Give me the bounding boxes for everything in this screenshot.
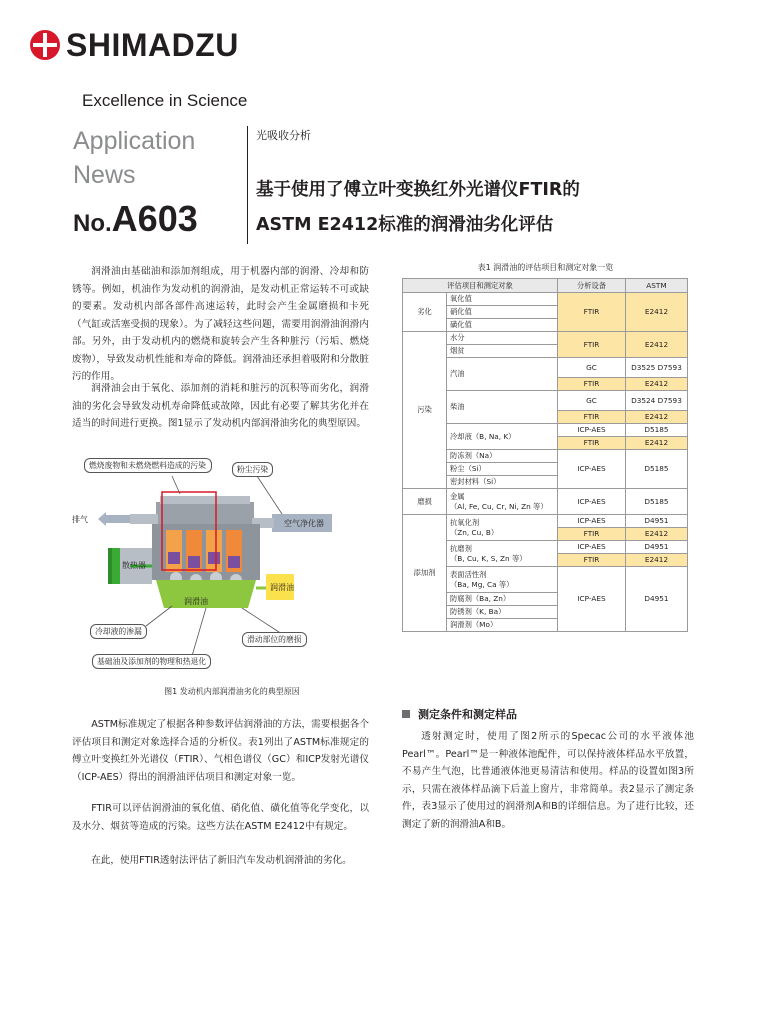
shimadzu-cross-icon [30,30,60,60]
document-number [73,198,198,240]
standard-d4951: D4951 [626,541,688,554]
engine-illustration [72,456,392,681]
item-antiwear [447,541,558,567]
brand-tagline: Excellence in Science [82,91,248,110]
evaluation-items-table [402,278,688,632]
table-row [403,332,688,345]
instrument-icp: ICP-AES [558,489,626,515]
body-paragraph-4: FTIR可以评估润滑油的氧化值、硝化值、磺化值等化学变化，以及水分、烟贫等造成的污染。这些方法在ASTM E2412中有规定。 [72,803,369,832]
title-line-1: 基于使用了傅立叶变换红外光谱仪FTIR的 [256,180,580,200]
standard-d4951: D4951 [626,567,688,632]
item-soot: 烟贫 [447,345,558,358]
category-degradation: 劣化 [403,293,447,332]
instrument-ftir: FTIR [558,293,626,332]
body-paragraph-3: ASTM标准规定了根据各种参数评估润滑油的方法，需要根据各个评估项目和测定对象选择合适的分析仪。表1列出了ASTM标准规定的傅立叶变换红外光谱仪（FTIR）、气相色谱仪（GC）和ICP发射光谱仪（ICP-AES）得出的润滑油评估项目和测定对象一览。 [72,719,369,783]
standard-d5185: D5185 [626,450,688,489]
item-antioxidant [447,515,558,541]
item-lubricant: 润滑剂（Mo） [447,619,558,632]
intro-paragraph-1: 润滑油由基础油和添加剂组成，用于机器内部的润滑、冷却和防锈等。例如，机油作为发动机的润滑油，是发动机正常运转不可或缺的要素。发动机内部各部件高速运转，此时会产生金属磨损和卡死（气缸或活塞受损的现象）。为了减轻这些问题，需要用润滑油润滑内部。另外，由于发动机内的燃烧和旋转会产生各种脏污（污垢、燃烧废物），导致发动机性能和寿命的降低。润滑油还承担着吸附和分散脏污的作用。 [72,266,369,382]
standard-e2412: E2412 [626,528,688,541]
standard-d3524: D3524 D7593 [626,391,688,411]
section-heading-text: 测定条件和测定样品 [418,708,517,721]
document-category: 光吸收分析 [256,129,311,142]
instrument-icp: ICP-AES [558,567,626,632]
item-metals-name: 金属 [450,491,465,501]
header-divider [247,126,248,244]
standard-e2412: E2412 [626,378,688,391]
number-value: A603 [111,198,198,239]
callout-combustion: 燃烧废物和未燃烧燃料造成的污染 [84,458,212,473]
standard-d3525: D3525 D7593 [626,358,688,378]
item-water: 水分 [447,332,558,345]
item-dust: 粉尘（Si） [447,463,558,476]
item-antioxidant-elements: （Zn, Cu, B） [450,527,499,537]
section-heading [402,706,517,722]
header-item: 评估项目和测定对象 [403,279,558,293]
instrument-icp: ICP-AES [558,450,626,489]
series-line-1: Application [73,127,196,155]
instrument-icp: ICP-AES [558,515,626,528]
item-sulfonation: 磺化值 [447,319,558,332]
title-line-2: ASTM E2412标准的润滑油劣化评估 [256,215,554,235]
label-oil-tank: 润滑油 [270,583,294,592]
body-paragraph-5: 在此，使用FTIR透射法评估了新旧汽车发动机润滑油的劣化。 [91,855,352,866]
category-contamination: 污染 [403,332,447,489]
item-surfactant-name: 表面活性剂 [450,569,487,579]
number-prefix: No. [73,210,112,237]
instrument-ftir: FTIR [558,332,626,358]
label-air-cleaner: 空气净化器 [284,519,324,528]
standard-d4951: D4951 [626,515,688,528]
table-row [403,515,688,528]
callout-thermal: 基础油及添加剂的物理和热退化 [92,654,211,669]
item-antirust: 防锈剂（K, Ba） [447,606,558,619]
item-antifreeze: 防冻剂（Na） [447,450,558,463]
section-paragraph-1: 透射测定时，使用了图2所示的Specac公司的水平液体池Pearl™。Pearl™是一种液体池配件，可以保持液体样品水平放置，不易产生气泡，比普通液体池更易清洁和使用。样品的设置如图3所示，只需在液体样品滴下后盖上窗片，非常简单。表2显示了测定条件，表3显示了使用过的润滑剂A和B的详细信息。为了进行比较，还测定了新的润滑油A和B。 [402,731,694,830]
callout-wear: 滑动部位的磨损 [242,632,307,647]
figure-1-caption: 图1 发动机内部润滑油劣化的典型原因 [164,687,300,696]
item-coolant: 冷却液（B, Na, K） [447,424,558,450]
item-sealant: 密封材料（Si） [447,476,558,489]
item-antiwear-name: 抗磨剂 [450,543,472,553]
callout-dust: 粉尘污染 [232,462,273,477]
series-title [73,124,243,192]
section-bullet-icon [402,710,410,718]
label-radiator: 散热器 [122,561,146,570]
table-row [403,293,688,306]
standard-e2412: E2412 [626,411,688,424]
instrument-ftir: FTIR [558,437,626,450]
item-gasoline: 汽油 [447,358,558,391]
header-instrument: 分析设备 [558,279,626,293]
figure-engine-diagram [72,456,392,681]
document-title [256,173,726,243]
standard-e2412: E2412 [626,437,688,450]
item-diesel: 柴油 [447,391,558,424]
instrument-ftir: FTIR [558,411,626,424]
item-surfactant-elements: （Ba, Mg, Ca 等） [450,579,514,589]
intro-paragraph-2: 润滑油会由于氧化、添加剂的消耗和脏污的沉积等而劣化，润滑油的劣化会导致发动机寿命降低或故障，因此有必要了解其劣化并在适当的时间进行更换。图1显示了发动机内部润滑油劣化的典型原因。 [72,383,369,429]
series-line-2: News [73,161,136,189]
standard-e2412: E2412 [626,332,688,358]
item-surfactant [447,567,558,593]
instrument-icp: ICP-AES [558,541,626,554]
item-oxidation: 氧化值 [447,293,558,306]
item-metals-elements: （Al, Fe, Cu, Cr, Ni, Zn 等） [450,501,548,511]
item-nitration: 硝化值 [447,306,558,319]
header-standard: ASTM [626,279,688,293]
item-antioxidant-name: 抗氧化剂 [450,517,480,527]
table-1-caption: 表1 润滑油的评估项目和测定对象一览 [477,263,614,272]
category-wear: 磨损 [403,489,447,515]
item-metals [447,489,558,515]
standard-e2412: E2412 [626,554,688,567]
instrument-gc: GC [558,358,626,378]
instrument-ftir: FTIR [558,554,626,567]
table-row [403,489,688,515]
callout-coolant: 冷却液的渗漏 [90,624,147,639]
brand-name: SHIMADZU [66,27,239,63]
instrument-ftir: FTIR [558,378,626,391]
table-header-row [403,279,688,293]
standard-d5185: D5185 [626,489,688,515]
instrument-icp: ICP-AES [558,424,626,437]
label-exhaust: 排气 [72,515,88,524]
item-anticorrosion: 防腐剂（Ba, Zn） [447,593,558,606]
category-additive: 添加剂 [403,515,447,632]
instrument-ftir: FTIR [558,528,626,541]
label-oil-pan: 润滑油 [184,597,208,606]
instrument-gc: GC [558,391,626,411]
item-antiwear-elements: （B, Cu, K, S, Zn 等） [450,553,527,563]
standard-e2412: E2412 [626,293,688,332]
standard-d5185: D5185 [626,424,688,437]
